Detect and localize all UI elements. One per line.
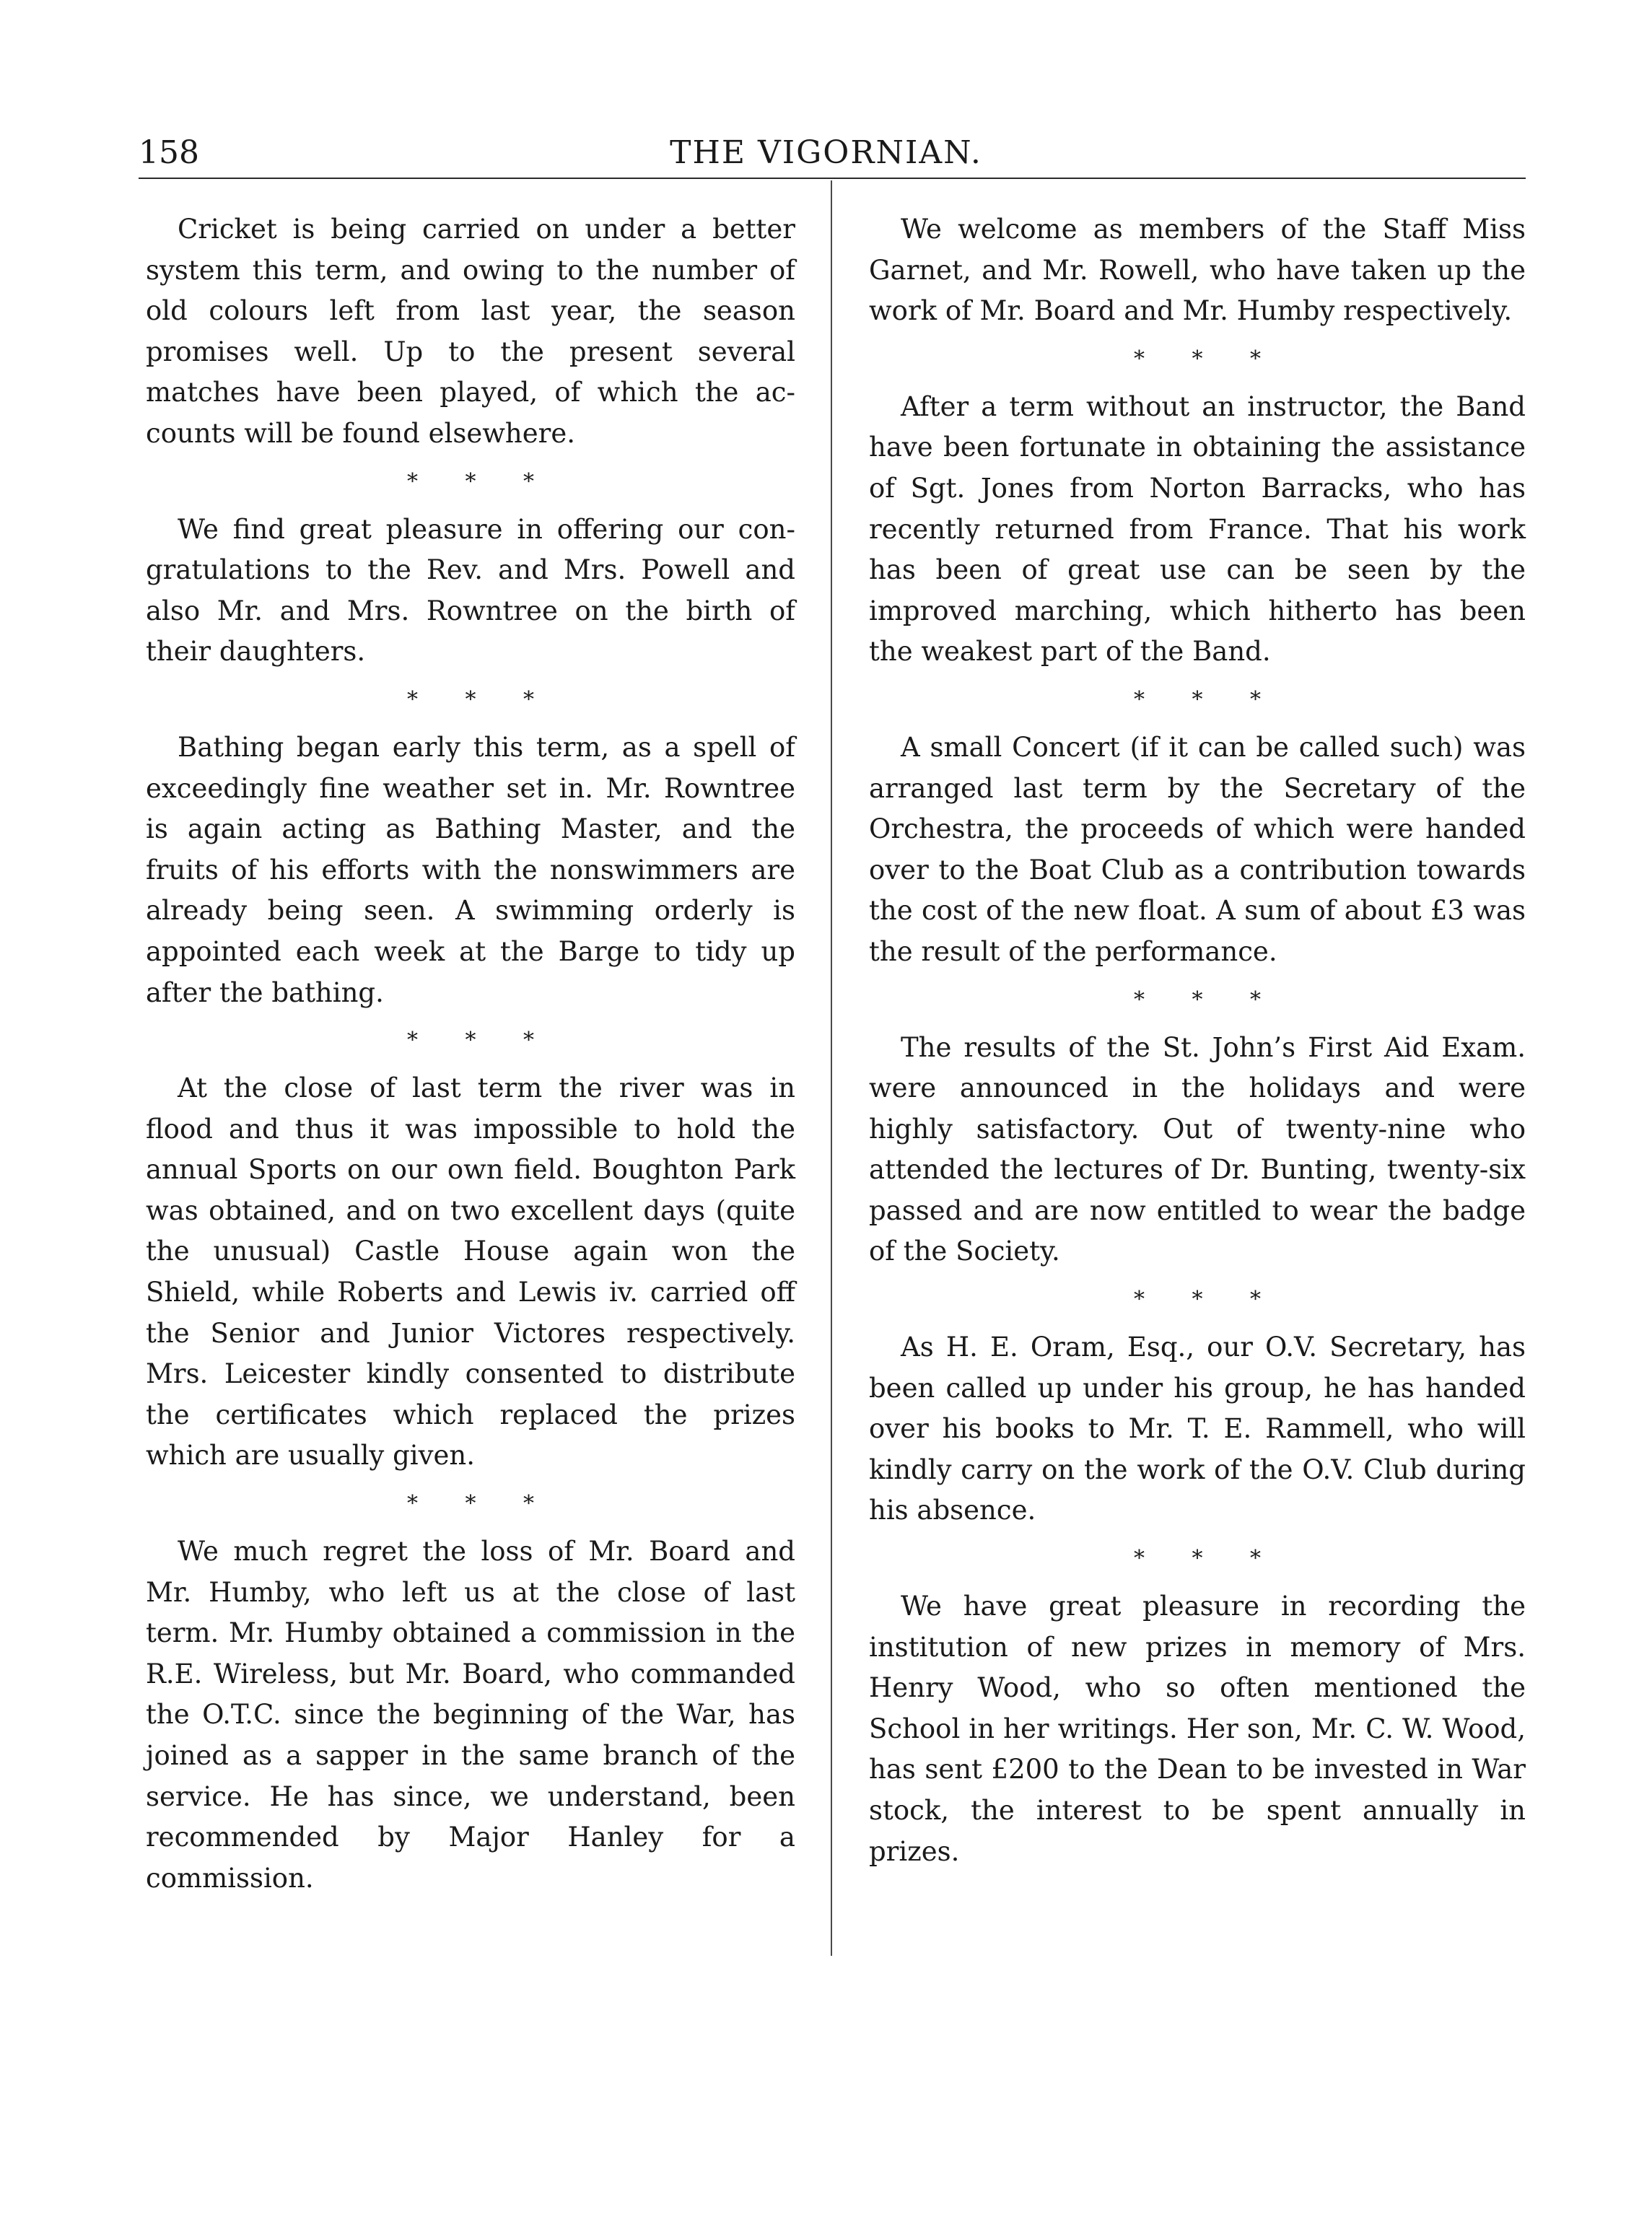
paragraph-staff-departures: We much regret the loss of Mr. Board and Mr. Humby, who left us at the close of last term. Mr. Humby obtained a commission in the R.E. Wireless, but Mr. Board, who commanded the O.T.C. since the beginning of the War, has joined as a sapper in the same branch of the service. He has since, we understand, been recommended by Major Hanley for a commission. (146, 1536, 795, 1894)
header-rule (139, 178, 1526, 179)
section-separator: * * * (1133, 346, 1282, 372)
right-column (869, 209, 1526, 1872)
page-number: 158 (139, 134, 199, 171)
section-separator: * * * (406, 1028, 555, 1054)
paragraph-concert: A small Concert (if it can be called such) was arranged last term by the Secretary of the Orchestra, the proceeds of which were handed over to the Boat Club as a contribution towards the cost of the new float. A sum of about £3 was the result of the performance. (869, 731, 1526, 967)
section-separator: * * * (1133, 987, 1282, 1013)
paragraph-ov-secretary: As H. E. Oram, Esq., our O.V. Secretary, has been called up under his group, he has handed over his books to Mr. T. E. Rammell, who will kindly carry on the work of the O.V. Club during his absence. (869, 1332, 1526, 1526)
column-divider (831, 180, 832, 1956)
paragraph-bathing: Bathing began early this term, as a spell of exceedingly fine weather set in. Mr. Rowntree is again acting as Bathing Master, and the fruits of his efforts with the nonswimmers are already being seen. A swimming orderly is appointed each week at the Barge to tidy up after the bathing. (146, 731, 795, 1008)
running-head-title: THE VIGORNIAN. (670, 134, 982, 171)
paragraph-cricket: Cricket is being carried on under a better system this term, and owing to the number of old colours left from last year, the season promises well. Up to the present several matches have been played, of which the accounts will be found elsewhere. (146, 214, 795, 449)
paragraph-first-aid: The results of the St. John’s First Aid Exam. were announced in the holidays and were highly satisfactory. Out of twenty-nine who attended the lectures of Dr. Bunting, twenty-six passed and are now entitled to wear the badge of the Society. (869, 1031, 1526, 1267)
section-separator: * * * (406, 686, 555, 712)
section-separator: * * * (406, 1491, 555, 1517)
section-separator: * * * (1133, 1546, 1282, 1572)
paragraph-band: After a term without an instructor, the Band have been fortunate in obtaining the assistance of Sgt. Jones from Norton Barracks, who has recently returned from France. That his work has been of great use can be seen by the improved marching, which hitherto has been the weakest part of the Band. (869, 390, 1526, 668)
paragraph-congratulations: We find great pleasure in offering our congratulations to the Rev. and Mrs. Powell and also Mr. and Mrs. Rowntree on the birth of their daughters. (146, 513, 795, 668)
section-separator: * * * (1133, 1287, 1282, 1313)
paragraph-sports: At the close of last term the river was in flood and thus it was impossible to hold the annual Sports on our own field. Boughton Park was obtained, and on two excellent days (quite the unusual) Castle House again won the Shield, while Roberts and Lewis iv. carried off the Senior and Junior Victores respectively. Mrs. Leicester kindly consented to distribute the certificates which replaced the prizes which are usually given. (146, 1072, 795, 1472)
paragraph-prizes: We have great pleasure in recording the institution of new prizes in memory of Mrs. Henry Wood, who so often mentioned the School in her writings. Her son, Mr. C. W. Wood, has sent £200 to the Dean to be invested in War stock, the interest to be spent annually in prizes. (869, 1591, 1526, 1867)
section-separator: * * * (1133, 686, 1282, 712)
section-separator: * * * (406, 468, 555, 494)
left-column (146, 209, 795, 1899)
paragraph-new-staff: We welcome as members of the Staff Miss Garnet, and Mr. Rowell, who have taken up the work of Mr. Board and Mr. Humby respectively. (869, 214, 1526, 327)
